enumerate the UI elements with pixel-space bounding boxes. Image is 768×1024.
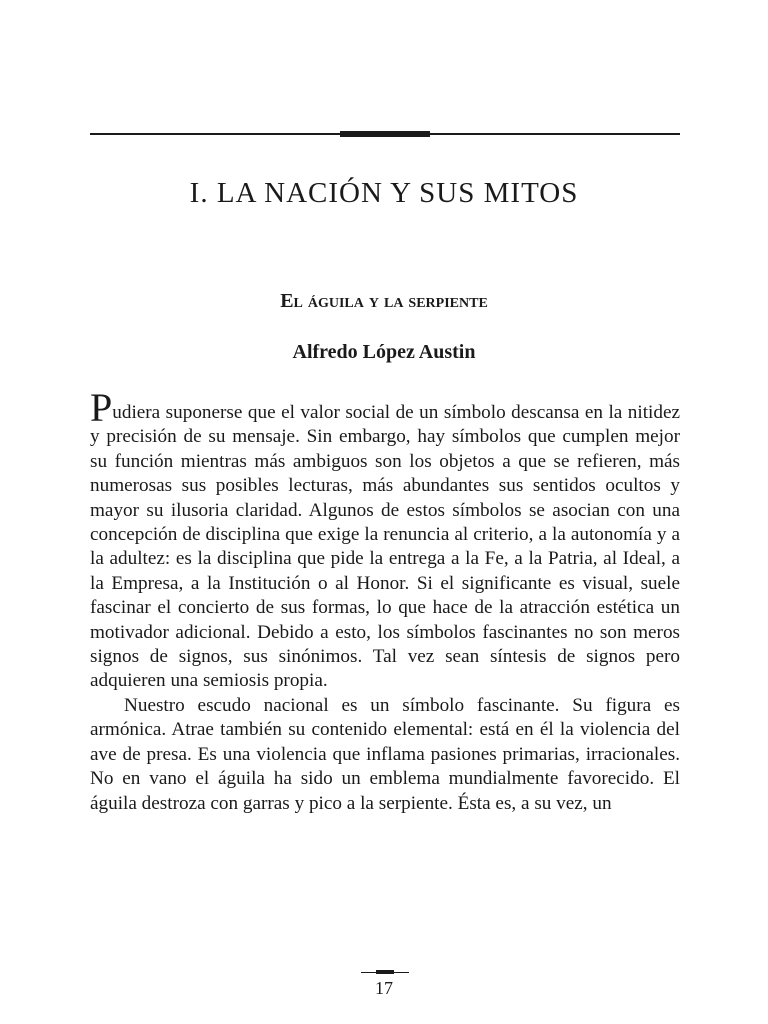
- page-number: 17: [375, 978, 393, 998]
- body-text: [90, 385, 680, 816]
- author-name: Alfredo López Austin: [292, 341, 476, 363]
- chapter-title: I. LA NACIÓN Y SUS MITOS: [189, 177, 579, 210]
- drop-cap: P: [90, 385, 113, 430]
- paragraph-1: [90, 385, 680, 694]
- top-rule-accent: [340, 131, 430, 137]
- section-title: El águila y la serpiente: [280, 290, 488, 312]
- footer-rule-accent: [376, 970, 394, 974]
- paragraph-1-text: udiera suponerse que el valor social de un símbolo descansa en la nitidez y precisión de su mensaje. Sin embargo, hay símbolos que cumplen mejor su función mientras más ambiguos son los objetos a que se refieren, más numerosas sus posibles lecturas, más abundantes sus sentidos ocultos y mayor su ilusoria claridad. Algunos de estos símbolos se asocian con una concepción de disciplina que exige la renuncia al criterio, a la autonomía y a la adultez: es la disciplina que pide la entrega a la Fe, a la Patria, al Ideal, a la Empresa, a la Institución o al Honor. Si el significante es visual, suele fascinar el concierto de sus formas, lo que hace de la atracción estética un motivador adicional. Debido a esto, los símbolos fascinantes no son meros signos de signos, sus sinónimos. Tal vez sean síntesis de signos pero adquieren una semiosis propia.: [90, 402, 680, 692]
- paragraph-2: Nuestro escudo nacional es un símbolo fascinante. Su figura es armónica. Atrae también su contenido elemental: está en él la violencia del ave de presa. Es una violencia que inflama pasiones primarias, irracionales. No en vano el águila ha sido un emblema mundialmente favorecido. El águila destroza con garras y pico a la serpiente. Ésta es, a su vez, un: [90, 694, 680, 814]
